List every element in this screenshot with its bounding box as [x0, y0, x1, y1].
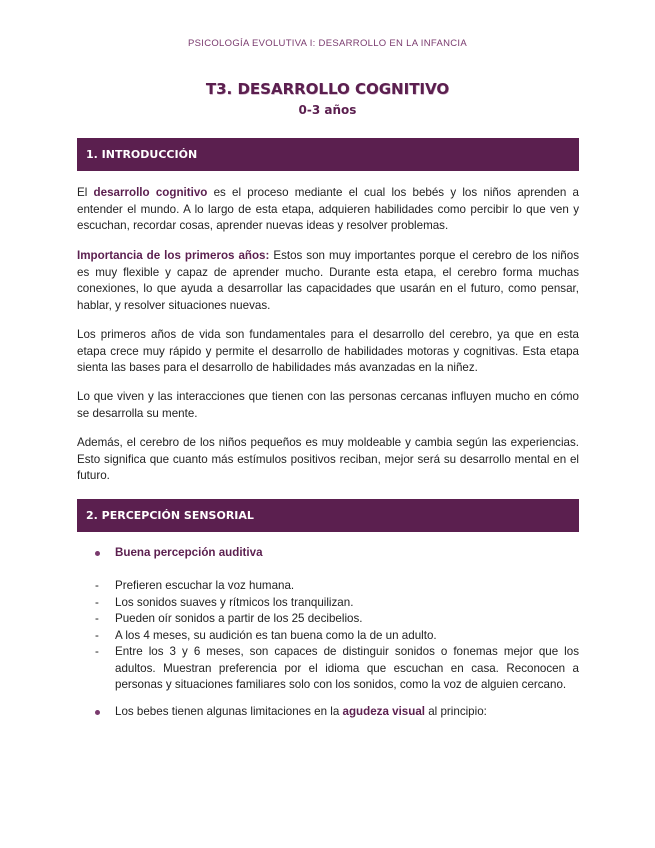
bullet-icon [95, 551, 100, 556]
paragraph-intro-1: El desarrollo cognitivo es el proceso mediante el cual los bebés y los niños aprenden a entender el mundo. A lo largo de esta etapa, adquieren habilidades como percibir lo que ven y escuchan, recordar cosas, aprender nuevas ideas y resolver problemas. [77, 186, 580, 232]
bullet-heading: Buena percepción auditiva [115, 546, 263, 559]
list-item: - Entre los 3 y 6 meses, son capaces de distinguir sonidos o fonemas mejor que los adultos. Muestran preferencia por el idioma que escuchan en casa. Reconocen a personas y situaciones familiares solo con los sonidos, como la voz de alguien cercano. [95, 645, 579, 691]
section-heading-introduccion: 1. INTRODUCCIÓN [77, 138, 579, 171]
paragraph-intro-3: Los primeros años de vida son fundamentales para el desarrollo del cerebro, ya que en esta etapa crece muy rápido y permite el desarrollo de habilidades motoras y cognitivas. Esta etapa sienta las bases para el desarrollo de habilidades más avanzadas en la niñez. [77, 328, 579, 374]
highlight-term: Importancia de los primeros años: [77, 249, 270, 262]
document-subtitle: 0-3 años [298, 103, 357, 117]
bullet-text: Los bebes tienen algunas limitaciones en la agudeza visual al principio: [115, 705, 487, 718]
running-header: PSICOLOGÍA EVOLUTIVA I: DESARROLLO EN LA INFANCIA [187, 38, 468, 49]
list-item: - Pueden oír sonidos a partir de los 25 decibelios. [95, 612, 363, 625]
section-heading-percepcion: 2. PERCEPCIÓN SENSORIAL [77, 499, 579, 532]
list-item: - Prefieren escuchar la voz humana. [95, 579, 295, 592]
list-item: - Los sonidos suaves y rítmicos los tranquilizan. [95, 595, 354, 609]
paragraph-intro-5: Además, el cerebro de los niños pequeños es muy moldeable y cambia según las experiencias. Esto significa que cuanto más estímulos positivos reciban, mejor será su desarrollo mental en el futuro. [77, 436, 579, 482]
bullet-icon [95, 710, 100, 715]
paragraph-intro-4: Lo que viven y las interacciones que tienen con las personas cercanas influyen mucho en cómo se desarrolla su mente. [77, 390, 579, 420]
hearing-list [95, 578, 579, 694]
highlight-term: agudeza visual [342, 705, 426, 718]
highlight-term: desarrollo cognitivo [93, 186, 208, 199]
document-title: T3. DESARROLLO COGNITIVO [205, 80, 450, 98]
paragraph-intro-2: Importancia de los primeros años: Estos son muy importantes porque el cerebro de los niños es muy flexible y capaz de aprender mucho. Durante esta etapa, el cerebro forma muchas conexiones, lo que ayuda a desarrollar las capacidades que usarán en el futuro, como pensar, hablar, y resolver situaciones nuevas. [77, 249, 579, 312]
list-item: - A los 4 meses, su audición es tan buena como la de un adulto. [95, 628, 437, 642]
